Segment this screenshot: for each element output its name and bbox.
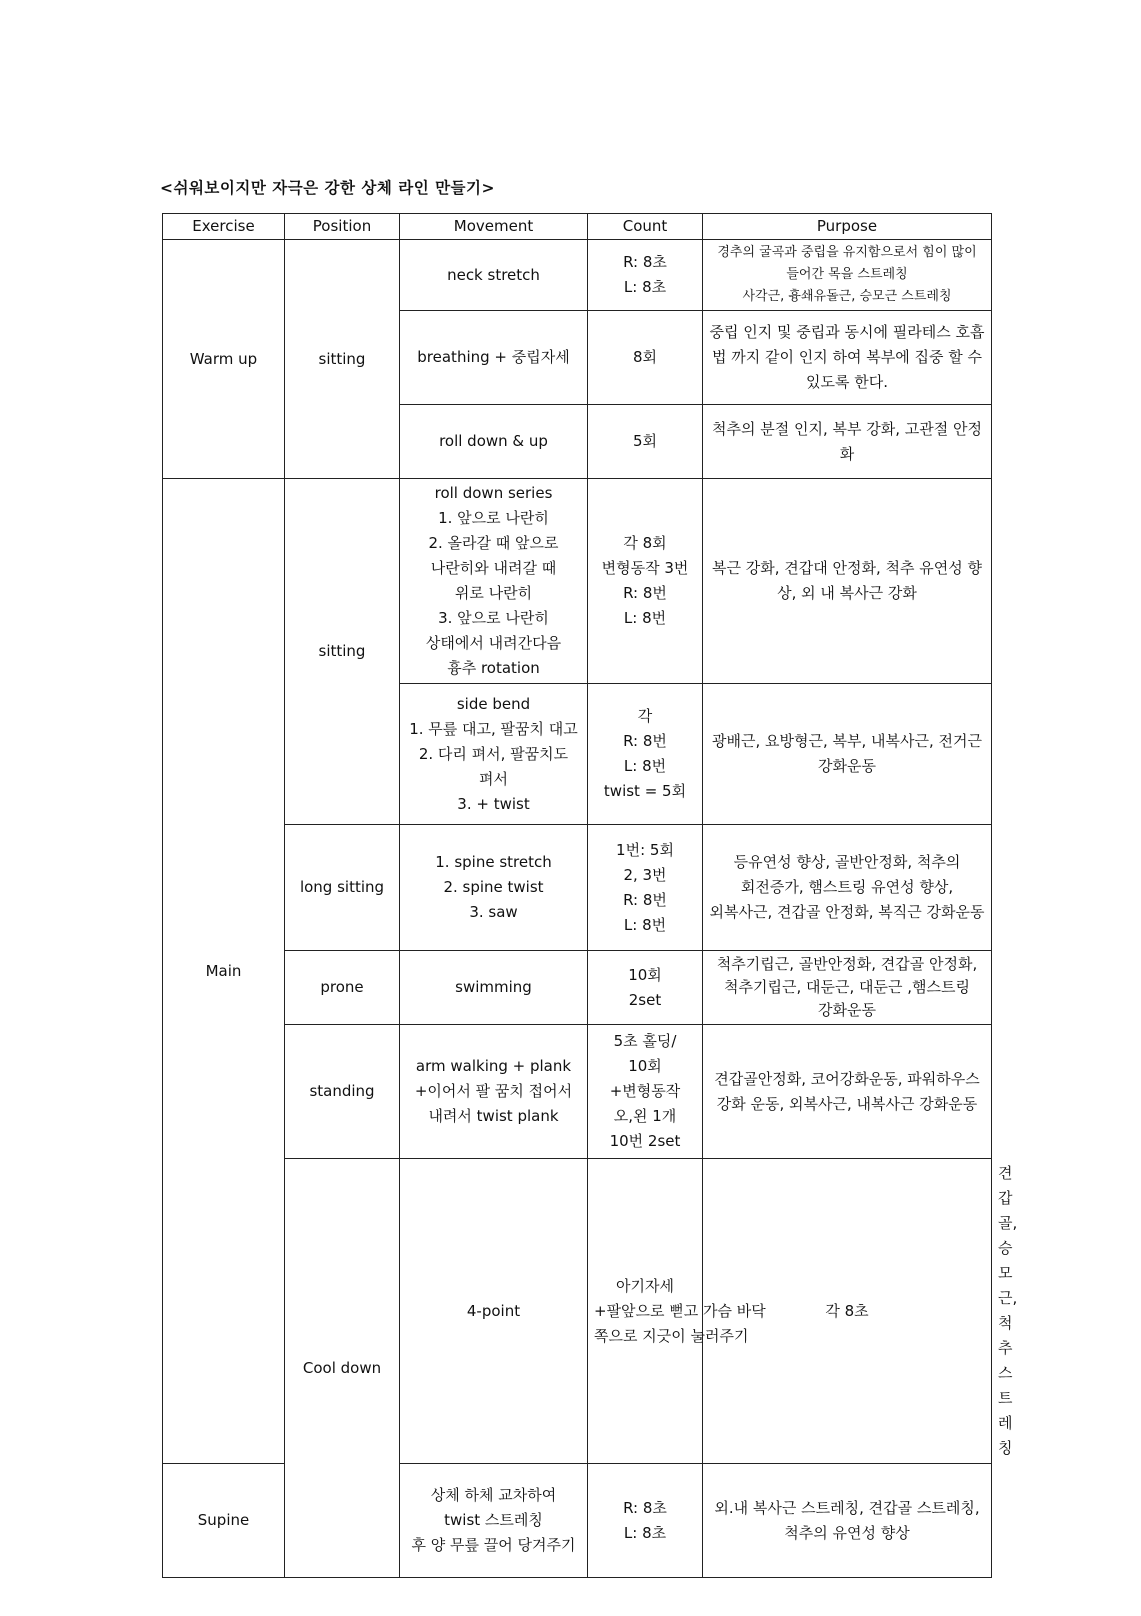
movement-line: 펴서 xyxy=(479,769,508,788)
movement-line: 2. 다리 펴서, 팔꿈치도 xyxy=(418,744,569,763)
purpose-cell xyxy=(703,825,992,951)
movement-cell xyxy=(400,684,588,825)
header-exercise: Exercise xyxy=(163,214,285,240)
movement-line: 3. saw xyxy=(469,903,518,921)
movement-line: 쪽으로 지긋이 눌러주기 xyxy=(594,1326,749,1345)
movement-line: neck stretch xyxy=(447,265,540,284)
movement-cell xyxy=(400,240,588,311)
count-line: 변형동작 3번 xyxy=(601,559,689,577)
movement-line: 나란히와 내려갈 때 xyxy=(430,559,557,577)
movement-line: 3. + twist xyxy=(457,794,530,813)
count-cell xyxy=(588,311,703,405)
count-line: 각 8회 xyxy=(623,534,667,552)
header-count: Count xyxy=(588,214,703,240)
purpose-cell xyxy=(703,1464,992,1578)
movement-line: 위로 나란히 xyxy=(454,584,533,602)
movement-line: +팔앞으로 뻗고 가슴 바닥 xyxy=(594,1301,766,1320)
position-cell: prone xyxy=(285,951,400,1025)
count-cell xyxy=(588,684,703,825)
document-title: <쉬워보이지만 자극은 강한 상체 라인 만들기> xyxy=(160,179,495,197)
count-line: 10회 xyxy=(628,1057,662,1075)
movement-line: 1. 무릎 대고, 팔꿈치 대고 xyxy=(409,719,578,738)
movement-line: 상체 하체 교차하여 xyxy=(430,1486,557,1504)
count-line: R: 8초 xyxy=(623,253,667,271)
movement-cell xyxy=(400,311,588,405)
count-line: 8회 xyxy=(632,348,658,366)
table-row xyxy=(163,951,992,1025)
movement-line: 아기자세 xyxy=(616,1276,674,1295)
purpose-cell: 광배근, 요방형근, 복부, 내복사근, 전거근 강화운동 xyxy=(703,684,992,825)
movement-line: swimming xyxy=(455,978,532,996)
purpose-line: 사각근, 흉쇄유돌근, 승모근 스트레칭 xyxy=(742,289,952,304)
movement-cell xyxy=(400,825,588,951)
count-cell xyxy=(588,951,703,1025)
count-cell xyxy=(588,479,703,684)
count-line: L: 8번 xyxy=(623,609,667,627)
count-line: L: 8초 xyxy=(623,1523,667,1542)
count-line: 2, 3번 xyxy=(623,865,667,884)
movement-line: 2. 올라갈 때 앞으로 xyxy=(428,534,559,552)
movement-line: 3. 앞으로 나란히 xyxy=(438,609,549,627)
purpose-line: 척추기립근, 대둔근, 대둔근 ,햄스트링 xyxy=(724,978,970,996)
section-main: Main xyxy=(163,479,285,1464)
section-warmup: Warm up xyxy=(163,240,285,479)
count-line: 5회 xyxy=(632,432,658,450)
position-cell: 4-point xyxy=(400,1159,588,1464)
table-row xyxy=(163,825,992,951)
purpose-line: 척추의 유연성 향상 xyxy=(784,1523,910,1542)
movement-line: 1. spine stretch xyxy=(435,853,552,871)
movement-line: arm walking + plank xyxy=(415,1057,572,1075)
count-line: twist = 5회 xyxy=(603,782,687,800)
purpose-cell xyxy=(703,240,992,311)
count-line: R: 8번 xyxy=(623,584,667,602)
count-line: L: 8번 xyxy=(623,915,667,934)
count-line: L: 8번 xyxy=(623,757,667,775)
position-cell: sitting xyxy=(285,240,400,479)
movement-cell xyxy=(400,405,588,479)
purpose-line: 등유연성 향상, 골반안정화, 척추의 xyxy=(733,853,961,871)
count-cell xyxy=(588,240,703,311)
count-line: +변형동작 xyxy=(609,1082,681,1100)
table-row xyxy=(163,479,992,684)
purpose-line: 들어간 목을 스트레칭 xyxy=(786,267,908,282)
count-line: R: 8초 xyxy=(623,1498,667,1517)
count-line: 2set xyxy=(628,990,662,1009)
header-purpose: Purpose xyxy=(703,214,992,240)
count-line: 각 8초 xyxy=(825,1301,869,1320)
movement-line: 2. spine twist xyxy=(443,878,544,896)
count-line: L: 8초 xyxy=(623,278,667,296)
count-cell xyxy=(588,1025,703,1159)
table-row xyxy=(163,240,992,311)
table-row: Cool down 4-point 아기자세 +팔앞으로 뻗고 가슴 바닥 쪽으로 지긋이 눌러주기 각 8초 견갑골, 승모근, 척추 스트레칭 xyxy=(163,1159,992,1464)
movement-line: 1. 앞으로 나란히 xyxy=(438,509,549,527)
movement-cell xyxy=(400,951,588,1025)
count-cell xyxy=(588,405,703,479)
purpose-cell: 중립 인지 및 중립과 동시에 필라테스 호흡법 까지 같이 인지 하여 복부에 집중 할 수 있도록 한다. xyxy=(703,311,992,405)
purpose-line: 외.내 복사근 스트레칭, 견갑골 스트레칭, xyxy=(714,1498,980,1517)
movement-line: 후 양 무릎 끌어 당겨주기 xyxy=(411,1536,576,1554)
position-cell: standing xyxy=(285,1025,400,1159)
movement-line: +이어서 팔 꿈치 접어서 xyxy=(414,1082,573,1100)
header-movement: Movement xyxy=(400,214,588,240)
position-cell: sitting xyxy=(285,479,400,825)
count-line: R: 8번 xyxy=(623,732,667,750)
count-line: 10회 xyxy=(628,965,662,984)
position-cell: Supine xyxy=(163,1464,285,1578)
movement-line: side bend xyxy=(456,694,531,713)
section-cooldown: Cool down xyxy=(285,1159,400,1578)
exercise-plan-table xyxy=(162,213,1018,1578)
movement-cell xyxy=(400,1025,588,1159)
purpose-line: 회전증가, 햄스트링 유연성 향상, xyxy=(740,878,954,896)
count-line: 5초 홀딩/ xyxy=(613,1032,677,1050)
movement-line: 상태에서 내려간다음 xyxy=(425,634,562,652)
header-position: Position xyxy=(285,214,400,240)
purpose-line: 강화운동 xyxy=(818,1001,876,1019)
movement-line: 내려서 twist plank xyxy=(428,1107,559,1125)
purpose-cell xyxy=(703,951,992,1025)
count-line: 10번 2set xyxy=(609,1132,681,1150)
count-line: 오,왼 1개 xyxy=(613,1107,677,1125)
movement-line: roll down series xyxy=(434,484,553,502)
movement-cell xyxy=(588,1159,766,1464)
movement-cell xyxy=(400,479,588,684)
header-row xyxy=(163,214,992,240)
purpose-cell: 복근 강화, 견갑대 안정화, 척추 유연성 향상, 외 내 복사근 강화 xyxy=(703,479,992,684)
movement-line: breathing + 중립자세 xyxy=(417,348,570,366)
movement-line: roll down & up xyxy=(439,432,548,450)
count-line: 각 xyxy=(637,707,653,725)
position-cell: long sitting xyxy=(285,825,400,951)
table-row xyxy=(163,1025,992,1159)
purpose-cell: 견갑골안정화, 코어강화운동, 파워하우스 강화 운동, 외복사근, 내복사근 강화운동 xyxy=(703,1025,992,1159)
purpose-cell: 척추의 분절 인지, 복부 강화, 고관절 안정화 xyxy=(703,405,992,479)
purpose-line: 척추기립근, 골반안정화, 견갑골 안정화, xyxy=(716,955,978,973)
movement-line: twist 스트레칭 xyxy=(444,1511,543,1529)
purpose-line: 경추의 굴곡과 중립을 유지함으로서 힘이 많이 xyxy=(717,245,977,260)
count-line: 1번: 5회 xyxy=(616,840,674,859)
purpose-line: 외복사근, 견갑골 안정화, 복직근 강화운동 xyxy=(709,903,985,921)
movement-line: 흉추 rotation xyxy=(447,659,540,677)
count-line: R: 8번 xyxy=(623,890,667,909)
count-cell xyxy=(588,825,703,951)
movement-cell xyxy=(400,1464,588,1578)
count-cell xyxy=(588,1464,703,1578)
